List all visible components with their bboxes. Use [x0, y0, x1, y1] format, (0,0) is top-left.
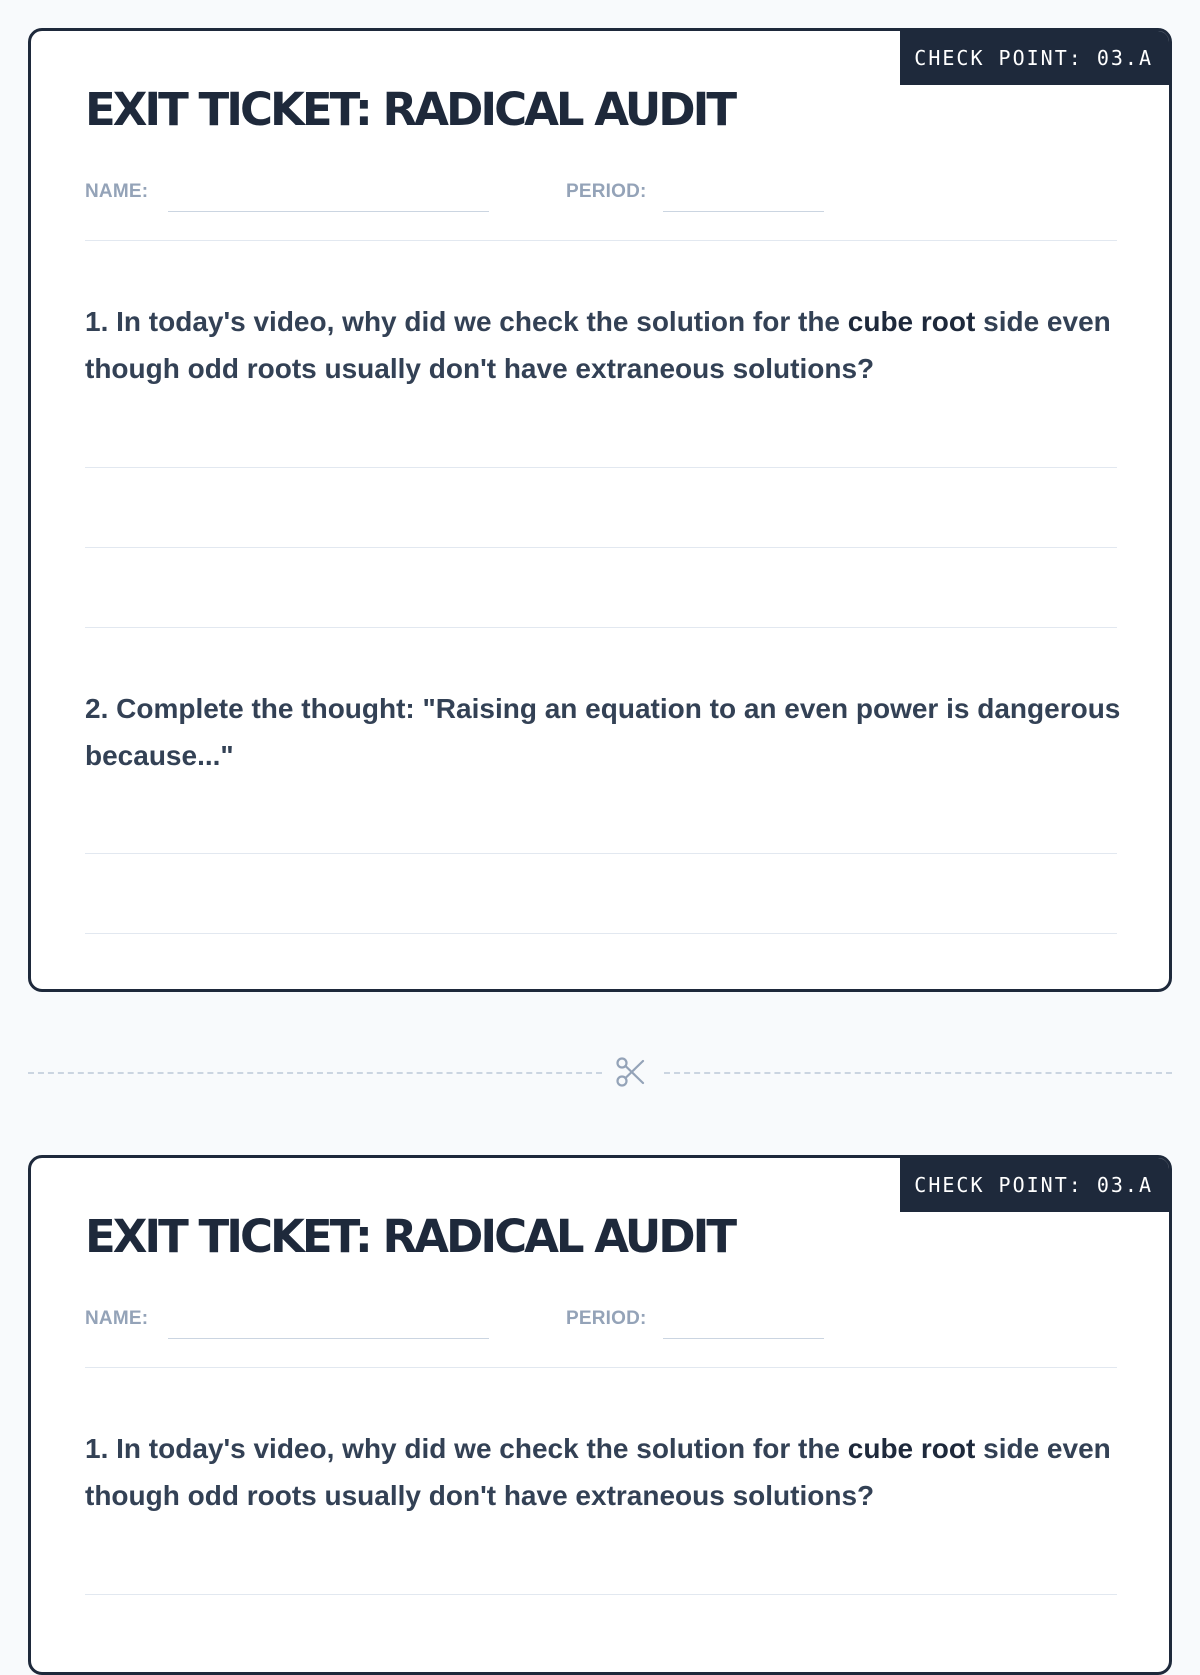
answer-line[interactable]	[85, 467, 1117, 468]
answer-line[interactable]	[85, 853, 1117, 854]
question-1	[85, 298, 1125, 392]
period-field[interactable]	[663, 211, 824, 212]
answer-line[interactable]	[85, 933, 1117, 934]
ticket-title: EXIT TICKET: RADICAL AUDIT	[85, 1210, 735, 1263]
question-1	[85, 1425, 1125, 1519]
period-label: PERIOD:	[566, 1308, 647, 1329]
checkpoint-badge: CHECK POINT: 03.A	[900, 31, 1169, 85]
answer-line[interactable]	[85, 1594, 1117, 1595]
cut-line-left	[28, 1072, 602, 1074]
question-2: 2. Complete the thought: "Raising an equation to an even power is dangerous because..."	[85, 693, 1121, 771]
name-field[interactable]	[168, 1338, 489, 1339]
period-field[interactable]	[663, 1338, 824, 1339]
name-label: NAME:	[85, 181, 149, 202]
question-1-text-start: 1. In today's video, why did we check the solution for the	[85, 1433, 848, 1464]
checkpoint-badge: CHECK POINT: 03.A	[900, 1158, 1169, 1212]
question-1-emphasis: cube root	[847, 1433, 976, 1464]
question-1-text-end: side even though odd roots usually don't have extraneous solutions?	[85, 306, 1111, 384]
cut-line-right	[664, 1072, 1172, 1074]
answer-line[interactable]	[85, 547, 1117, 548]
question-1-emphasis: cube root	[847, 306, 976, 337]
question-1-text-end: side even though odd roots usually don't have extraneous solutions?	[85, 1433, 1111, 1511]
name-label: NAME:	[85, 1308, 149, 1329]
name-field[interactable]	[168, 211, 489, 212]
exit-ticket-card	[28, 28, 1172, 992]
header-divider	[85, 240, 1117, 241]
question-1-text-start: 1. In today's video, why did we check the solution for the	[85, 306, 848, 337]
ticket-title: EXIT TICKET: RADICAL AUDIT	[85, 83, 735, 136]
answer-line[interactable]	[85, 627, 1117, 628]
exit-ticket-card	[28, 1155, 1172, 1675]
scissors-icon	[615, 1055, 647, 1089]
header-divider	[85, 1367, 1117, 1368]
period-label: PERIOD:	[566, 181, 647, 202]
